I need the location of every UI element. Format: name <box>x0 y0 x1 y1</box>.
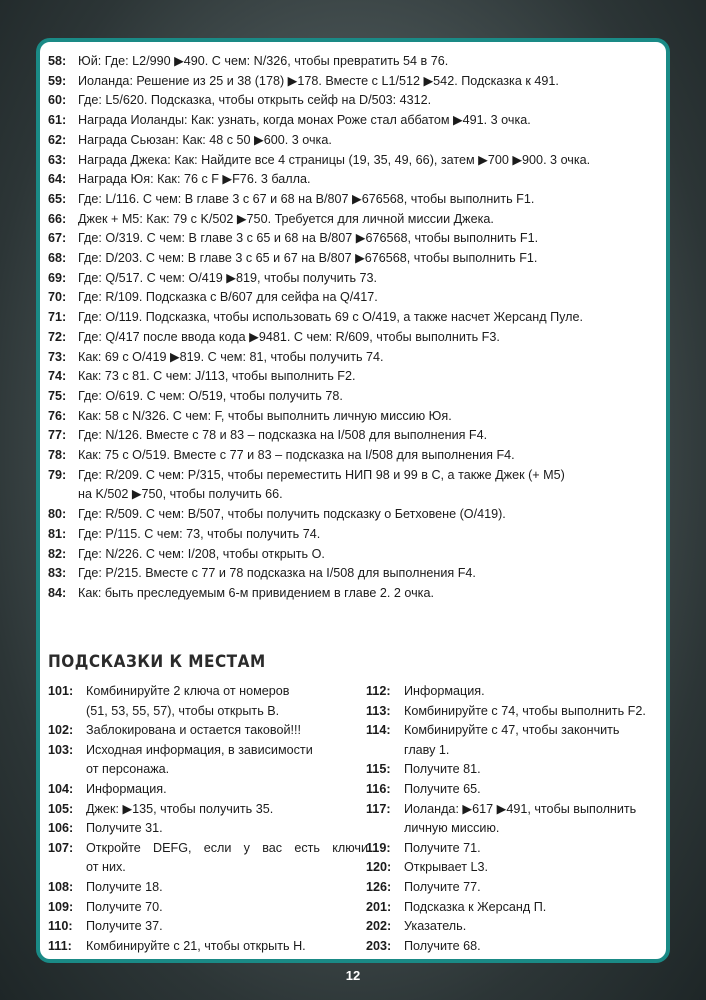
hint-text: Комбинируйте с 21, чтобы открыть H. <box>86 938 306 953</box>
hint-number: 117: <box>366 801 391 816</box>
entry-text: Где: N/226. С чем: I/208, чтобы открыть O. <box>78 546 325 561</box>
entries-list <box>48 52 660 604</box>
hint-text: Получите 81. <box>404 762 481 777</box>
hints-left-column <box>48 682 368 956</box>
entry <box>48 229 660 249</box>
entry-text: Иоланда: Решение из 25 и 38 (178) ▶178. Вместе с L1/512 ▶542. Подсказка к 491. <box>78 73 559 88</box>
entry-text: Юй: Где: L2/990 ▶490. С чем: N/326, чтобы превратить 54 в 76. <box>78 54 449 68</box>
hint <box>366 780 662 800</box>
entry <box>48 249 660 269</box>
hint <box>48 800 368 820</box>
entry-text: Как: быть преследуемым 6-м привидением в главе 2. 2 очка. <box>78 585 434 600</box>
hint <box>366 878 662 898</box>
hint-text: Получите 65. <box>404 781 481 796</box>
hint-number: 107: <box>48 840 74 855</box>
entry-number: 78: <box>48 448 67 463</box>
entry-number: 79: <box>48 467 67 482</box>
hint <box>366 858 662 878</box>
hint-text: Исходная информация, в зависимости <box>86 742 313 757</box>
entry-text: Где: L5/620. Подсказка, чтобы открыть сейф на D/503: 4312. <box>78 93 432 108</box>
entry-text: Как: 58 с N/326. С чем: F, чтобы выполнить личную миссию Юя. <box>78 408 452 423</box>
entry <box>48 328 660 348</box>
entry-number: 74: <box>48 369 67 384</box>
entry <box>48 91 660 111</box>
entry <box>48 151 660 171</box>
hint <box>366 702 662 722</box>
entry <box>48 545 660 565</box>
section-title: ПОДСКАЗКИ К МЕСТАМ <box>48 652 266 672</box>
hint-text: Джек: ▶135, чтобы получить 35. <box>86 801 274 816</box>
entry-text: Где: N/126. Вместе с 78 и 83 – подсказка на I/508 для выполнения F4. <box>78 428 488 443</box>
entry-number: 75: <box>48 388 67 403</box>
entry <box>48 170 660 190</box>
entry <box>48 407 660 427</box>
hint-continuation: от персонажа. <box>86 762 170 777</box>
entry <box>48 466 660 486</box>
entry-number: 83: <box>48 566 67 581</box>
entry-number: 67: <box>48 231 67 246</box>
entry <box>48 505 660 525</box>
entry-number: 82: <box>48 546 67 561</box>
hint-continuation: личную миссию. <box>404 821 500 836</box>
entry-number: 76: <box>48 408 67 423</box>
hint-continuation: главу 1. <box>404 742 450 757</box>
content-card <box>36 38 670 963</box>
hint-number: 111: <box>48 938 72 953</box>
entry-number: 69: <box>48 270 67 285</box>
entry-text: Награда Джека: Как: Найдите все 4 страницы (19, 35, 49, 66), затем ▶700 ▶900. 3 очка. <box>78 152 591 167</box>
hint <box>48 917 368 937</box>
hint <box>366 800 662 820</box>
entry-number: 64: <box>48 172 67 187</box>
hint-number: 116: <box>366 781 391 796</box>
hint-text: Получите 68. <box>404 938 481 953</box>
hint-text: Комбинируйте с 74, чтобы выполнить F2. <box>404 703 646 718</box>
hint <box>48 819 368 839</box>
hint-text: Комбинируйте 2 ключа от номеров <box>86 684 290 698</box>
hint-number: 202: <box>366 919 392 934</box>
entry <box>48 426 660 446</box>
entry-text: Где: R/209. С чем: P/315, чтобы переместить НИП 98 и 99 в C, а также Джек (+ M5) <box>78 467 565 482</box>
entry-text: Где: R/509. С чем: B/507, чтобы получить подсказку о Бетховене (O/419). <box>78 507 506 522</box>
hint-number: 114: <box>366 723 391 738</box>
hint-number: 106: <box>48 821 74 836</box>
entry <box>48 52 660 72</box>
hint-number: 126: <box>366 879 392 894</box>
hints-right-column <box>366 682 662 956</box>
hint <box>366 937 662 957</box>
entry-text: Как: 69 с O/419 ▶819. С чем: 81, чтобы получить 74. <box>78 349 384 364</box>
entry-number: 61: <box>48 113 67 128</box>
hint-text: Заблокирована и остается таковой!!! <box>86 723 301 738</box>
entry-number: 68: <box>48 251 67 266</box>
hint-text: Указатель. <box>404 919 467 934</box>
hint-continuation: от них. <box>86 860 126 875</box>
hint-text: Получите 37. <box>86 919 163 934</box>
entry <box>48 72 660 92</box>
hint-text: Получите 31. <box>86 821 163 836</box>
hint-number: 103: <box>48 742 74 757</box>
entry-number: 58: <box>48 54 67 68</box>
entry-number: 73: <box>48 349 67 364</box>
hint <box>366 682 662 702</box>
hint <box>48 741 368 761</box>
hint-number: 112: <box>366 684 391 698</box>
page-number: 12 <box>345 968 361 983</box>
hint <box>48 878 368 898</box>
entry-text: Награда Юя: Как: 76 с F ▶F76. 3 балла. <box>78 172 311 187</box>
entry-number: 77: <box>48 428 67 443</box>
entry-text: Как: 73 с 81. С чем: J/113, чтобы выполнить F2. <box>78 369 356 384</box>
hint <box>48 898 368 918</box>
hint-number: 203: <box>366 938 392 953</box>
entry <box>48 525 660 545</box>
hint-number: 201: <box>366 899 392 914</box>
entry <box>48 308 660 328</box>
hint-text: Получите 77. <box>404 879 481 894</box>
entry-number: 71: <box>48 310 67 325</box>
entry-number: 84: <box>48 585 67 600</box>
entry <box>48 367 660 387</box>
entry <box>48 111 660 131</box>
hint <box>366 917 662 937</box>
hint <box>366 760 662 780</box>
entry <box>48 190 660 210</box>
entry <box>48 446 660 466</box>
hint-number: 120: <box>366 860 392 875</box>
hint-number: 119: <box>366 840 391 855</box>
hint-text: Подсказка к Жерсанд П. <box>404 899 547 914</box>
hint-text: Комбинируйте с 47, чтобы закончить <box>404 723 620 738</box>
entry-text: Где: Q/417 после ввода кода ▶9481. С чем: R/609, чтобы выполнить F3. <box>78 329 500 344</box>
hint-number: 113: <box>366 703 391 718</box>
hint-number: 108: <box>48 879 74 894</box>
entry <box>48 210 660 230</box>
entry-text: Где: D/203. С чем: В главе 3 с 65 и 67 на B/807 ▶676568, чтобы выполнить F1. <box>78 251 538 266</box>
entry-number: 60: <box>48 93 67 108</box>
entry-text: Где: P/115. С чем: 73, чтобы получить 74. <box>78 526 321 541</box>
entry-text: Где: Q/517. С чем: O/419 ▶819, чтобы получить 73. <box>78 270 378 285</box>
hint <box>366 839 662 859</box>
entry <box>48 387 660 407</box>
hint <box>48 721 368 741</box>
entry <box>48 288 660 308</box>
entry-text: Награда Сьюзан: Как: 48 с 50 ▶600. 3 очка. <box>78 132 332 147</box>
hint-number: 102: <box>48 723 74 738</box>
hint-text: Откройте DEFG, если у вас есть ключи <box>86 840 368 855</box>
entry-continuation: на K/502 ▶750, чтобы получить 66. <box>78 487 283 502</box>
hint-continuation: (51, 53, 55, 57), чтобы открыть B. <box>86 703 280 718</box>
entry-text: Где: O/319. С чем: В главе 3 с 65 и 68 на B/807 ▶676568, чтобы выполнить F1. <box>78 231 539 246</box>
entry-number: 70: <box>48 290 67 305</box>
hint-number: 115: <box>366 762 391 777</box>
hint <box>48 839 368 859</box>
hint <box>366 898 662 918</box>
entry-text: Где: P/215. Вместе с 77 и 78 подсказка на I/508 для выполнения F4. <box>78 566 476 581</box>
hint-number: 109: <box>48 899 74 914</box>
hint-text: Информация. <box>404 684 485 698</box>
entry <box>48 269 660 289</box>
entry-number: 66: <box>48 211 67 226</box>
hint-text: Получите 18. <box>86 879 163 894</box>
hint-number: 104: <box>48 781 74 796</box>
hint-number: 101: <box>48 684 74 698</box>
entry-text: Где: O/619. С чем: O/519, чтобы получить 78. <box>78 388 343 403</box>
entry-text: Награда Иоланды: Как: узнать, когда монах Роже стал аббатом ▶491. 3 очка. <box>78 113 531 128</box>
hint <box>366 721 662 741</box>
hint-text: Открывает L3. <box>404 860 489 875</box>
hint-number: 110: <box>48 919 73 934</box>
hint <box>48 682 368 702</box>
hint-text: Информация. <box>86 781 167 796</box>
hint <box>48 937 368 957</box>
entry-number: 65: <box>48 191 67 206</box>
entry-number: 59: <box>48 73 67 88</box>
hint-number: 105: <box>48 801 74 816</box>
hint <box>48 780 368 800</box>
entry <box>48 348 660 368</box>
entry-text: Где: R/109. Подсказка с B/607 для сейфа на Q/417. <box>78 290 378 305</box>
entry-text: Где: O/119. Подсказка, чтобы использовать 69 с O/419, а также насчет Жерсанд Пуле. <box>78 310 584 325</box>
entry <box>48 564 660 584</box>
entry-number: 72: <box>48 329 67 344</box>
entry-number: 62: <box>48 132 67 147</box>
entry-number: 80: <box>48 507 67 522</box>
entry <box>48 131 660 151</box>
entry-number: 81: <box>48 526 67 541</box>
hint-text: Получите 70. <box>86 899 163 914</box>
hint-text: Получите 71. <box>404 840 481 855</box>
entry <box>48 584 660 604</box>
hint-text: Иоланда: ▶617 ▶491, чтобы выполнить <box>404 801 637 816</box>
entry-text: Джек + M5: Как: 79 с K/502 ▶750. Требуется для личной миссии Джека. <box>78 211 494 226</box>
entry-text: Как: 75 с O/519. Вместе с 77 и 83 – подсказка на I/508 для выполнения F4. <box>78 448 515 463</box>
entry-number: 63: <box>48 152 67 167</box>
entry-text: Где: L/116. С чем: В главе 3 с 67 и 68 на B/807 ▶676568, чтобы выполнить F1. <box>78 191 535 206</box>
